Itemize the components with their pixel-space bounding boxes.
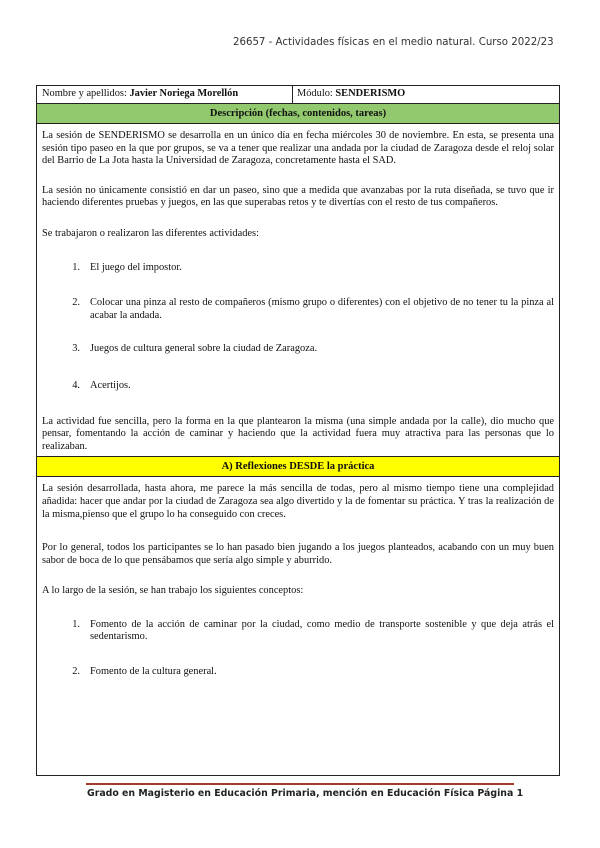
description-paragraph-3: Se trabajaron o realizaron las diferentes actividades: xyxy=(42,227,259,239)
list-item: 1. El juego del impostor. xyxy=(72,261,182,273)
info-row xyxy=(37,86,559,104)
page-number: 1 xyxy=(516,788,524,799)
list-item: 3. Juegos de cultura general sobre la ciudad de Zaragoza. xyxy=(72,343,318,355)
course-header: 26657 - Actividades físicas en el medio natural. Curso 2022/23 xyxy=(233,37,554,48)
reflection-section xyxy=(37,483,559,678)
list-item: 2. Fomento de la cultura general. xyxy=(72,666,217,678)
name-label: Nombre y apellidos: xyxy=(42,88,130,99)
description-paragraph-1: La sesión de SENDERISMO se desarrolla en un único día en fecha miércoles 30 de noviembre. En esta, se presenta una sesión tipo paseo en la que por grupos, se va a tener que realizar una andada por la ciudad de Zaragoza desde el reloj solar del Barrio de La Jota hasta la Universidad de Zaragoza, concretamente hasta el SAD. xyxy=(42,130,554,167)
activities-list xyxy=(42,262,554,393)
student-name: Javier Noriega Morellón xyxy=(129,88,239,99)
page-footer xyxy=(87,788,523,799)
description-paragraph-2: La sesión no únicamente consistió en dar un paseo, sino que a medida que avanzabas por la ruta diseñada, se tuvo que ir haciendo diferentes pruebas y juegos, en las que superabas retos y te divertías con el resto de tus compañeros. xyxy=(42,184,554,209)
module-cell xyxy=(293,86,405,103)
footer-text: Grado en Magisterio en Educación Primaria, mención en Educación Física Página xyxy=(87,788,514,799)
reflection-heading: A) Reflexiones DESDE la práctica xyxy=(37,456,559,477)
description-paragraph-4: La actividad fue sencilla, pero la forma en la que plantearon la misma (una simple andada por la calle), dio mucho que pensar, fomentando la acción de caminar y haciendo que la actividad fuera muy atractiva para las personas que lo realizaban. xyxy=(42,415,554,452)
list-item: 2. Colocar una pinza al resto de compañeros (mismo grupo o diferentes) con el objetivo de no tener tu la pinza al acabar la andada. xyxy=(72,297,554,321)
description-section xyxy=(37,130,559,453)
list-item: 1. Fomento de la acción de caminar por la ciudad, como medio de transporte sostenible y que deja atrás el sedentarismo. xyxy=(72,618,554,643)
name-cell xyxy=(37,86,293,103)
reflection-paragraph-1: La sesión desarrollada, hasta ahora, me parece la más sencilla de todas, pero al mismo tiempo tiene una complejidad añadida: hacer que andar por la ciudad de Zaragoza sea algo divertido y la de fomentar su práctica. Y tras la realización de la misma,pienso que el grupo lo ha conseguido con creces. xyxy=(42,483,554,520)
reflection-paragraph-3: A lo largo de la sesión, se han trabajo los siguientes conceptos: xyxy=(42,585,304,597)
reflection-paragraph-2: Por lo general, todos los participantes se lo han pasado bien jugando a los juegos planteados, acabando con un muy buen sabor de boca de lo que pensábamos que sería algo simple y aburrido. xyxy=(42,542,554,566)
description-heading: Descripción (fechas, contenidos, tareas) xyxy=(37,104,559,124)
concepts-list xyxy=(42,619,554,679)
activity-sheet xyxy=(36,85,560,776)
module-label: Módulo: xyxy=(297,88,336,99)
module-name: SENDERISMO xyxy=(335,88,406,99)
list-item: 4. Acertijos. xyxy=(72,379,131,391)
footer-rule xyxy=(86,783,514,785)
